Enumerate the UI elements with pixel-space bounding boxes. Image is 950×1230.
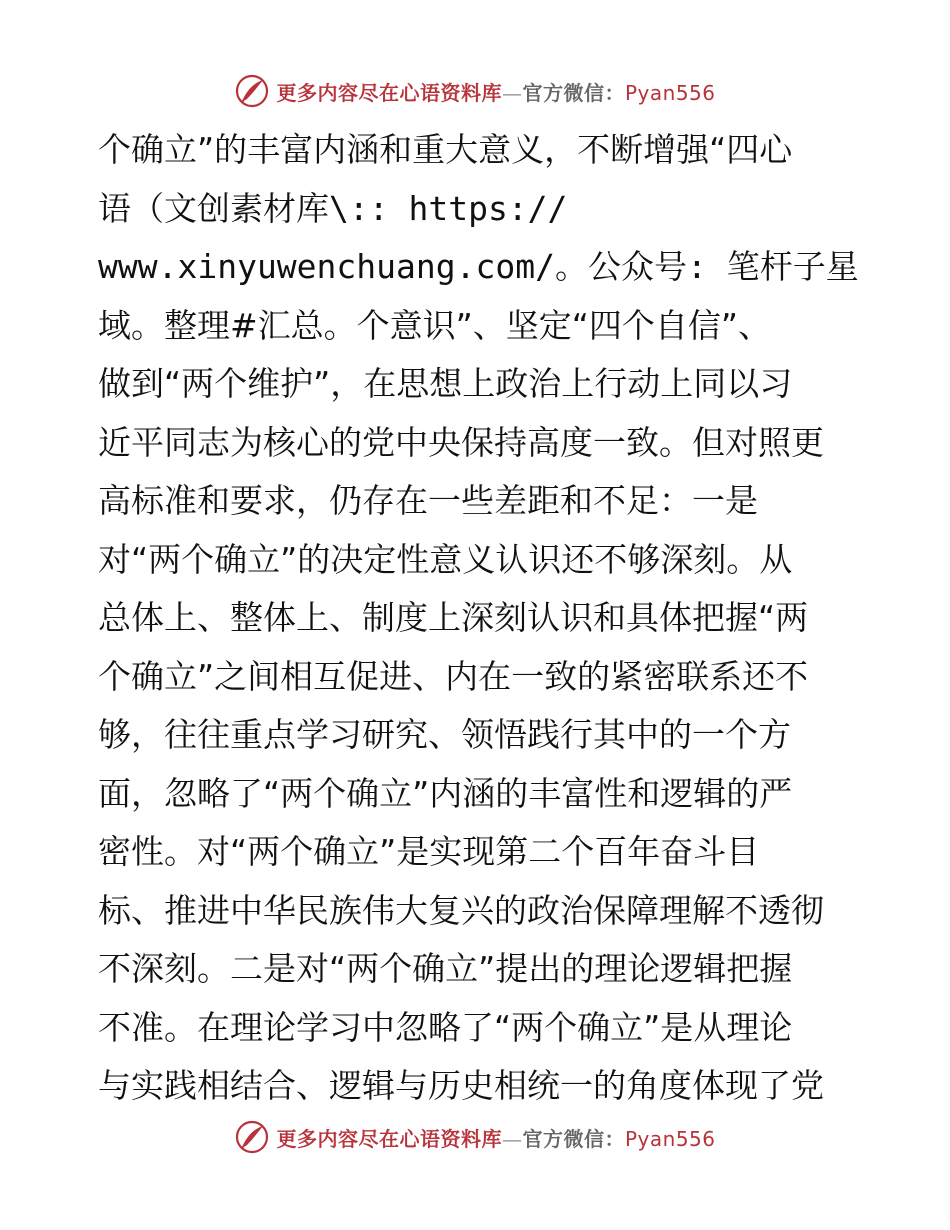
- footer-banner: [0, 1115, 950, 1159]
- body-line: 个确立”之间相互促进、内在一致的紧密联系还不: [98, 656, 809, 696]
- body-line: 标、推进中华民族伟大复兴的政治保障理解不透彻: [98, 890, 824, 930]
- body-line: www.xinyuwenchuang.com/。公众号: 笔杆子星: [98, 247, 859, 286]
- body-line: 域。整理#汇总。个意识”、坚定“四个自信”、: [98, 305, 771, 345]
- body-line: 做到“两个维护”，在思想上政治上行动上同以习: [98, 364, 793, 403]
- body-line: 与实践相结合、逻辑与历史相统一的角度体现了党: [98, 1066, 824, 1105]
- body-line: 近平同志为核心的党中央保持高度一致。但对照更: [98, 422, 824, 462]
- body-line: 总体上、整体上、制度上深刻认识和具体把握“两: [98, 598, 809, 637]
- footer-banner-wechat-label: 官方微信：: [522, 1126, 625, 1151]
- header-banner-main: 更多内容尽在心语资料库: [276, 80, 502, 105]
- footer-banner-main: 更多内容尽在心语资料库: [276, 1126, 502, 1151]
- footer-banner-text: [276, 1123, 715, 1152]
- feather-logo-icon: [234, 1119, 270, 1155]
- document-body: [98, 121, 858, 1116]
- header-banner-wechat-label: 官方微信：: [522, 80, 625, 105]
- body-line: 对“两个确立”的决定性意义认识还不够深刻。从: [98, 539, 793, 579]
- body-line: 够，往往重点学习研究、领悟践行其中的一个方: [98, 715, 791, 754]
- header-banner-separator: —: [501, 80, 523, 105]
- footer-banner-separator: —: [501, 1126, 523, 1151]
- body-line: 语（文创素材库\:: https://: [98, 188, 568, 228]
- feather-logo-icon: [234, 73, 270, 109]
- header-banner: [0, 69, 950, 113]
- body-line: 高标准和要求，仍存在一些差距和不足：一是: [98, 481, 758, 520]
- body-line: 不准。在理论学习中忽略了“两个确立”是从理论: [98, 1007, 793, 1047]
- footer-banner-wechat-id: Pyan556: [624, 1126, 716, 1151]
- body-line: 密性。对“两个确立”是实现第二个百年奋斗目: [98, 832, 760, 871]
- header-banner-wechat-id: Pyan556: [624, 80, 716, 105]
- body-line: 个确立”的丰富内涵和重大意义，不断增强“四心: [98, 130, 793, 169]
- body-line: 不深刻。二是对“两个确立”提出的理论逻辑把握: [98, 949, 793, 988]
- header-banner-text: [276, 77, 715, 106]
- body-line: 面，忽略了“两个确立”内涵的丰富性和逻辑的严: [98, 773, 793, 813]
